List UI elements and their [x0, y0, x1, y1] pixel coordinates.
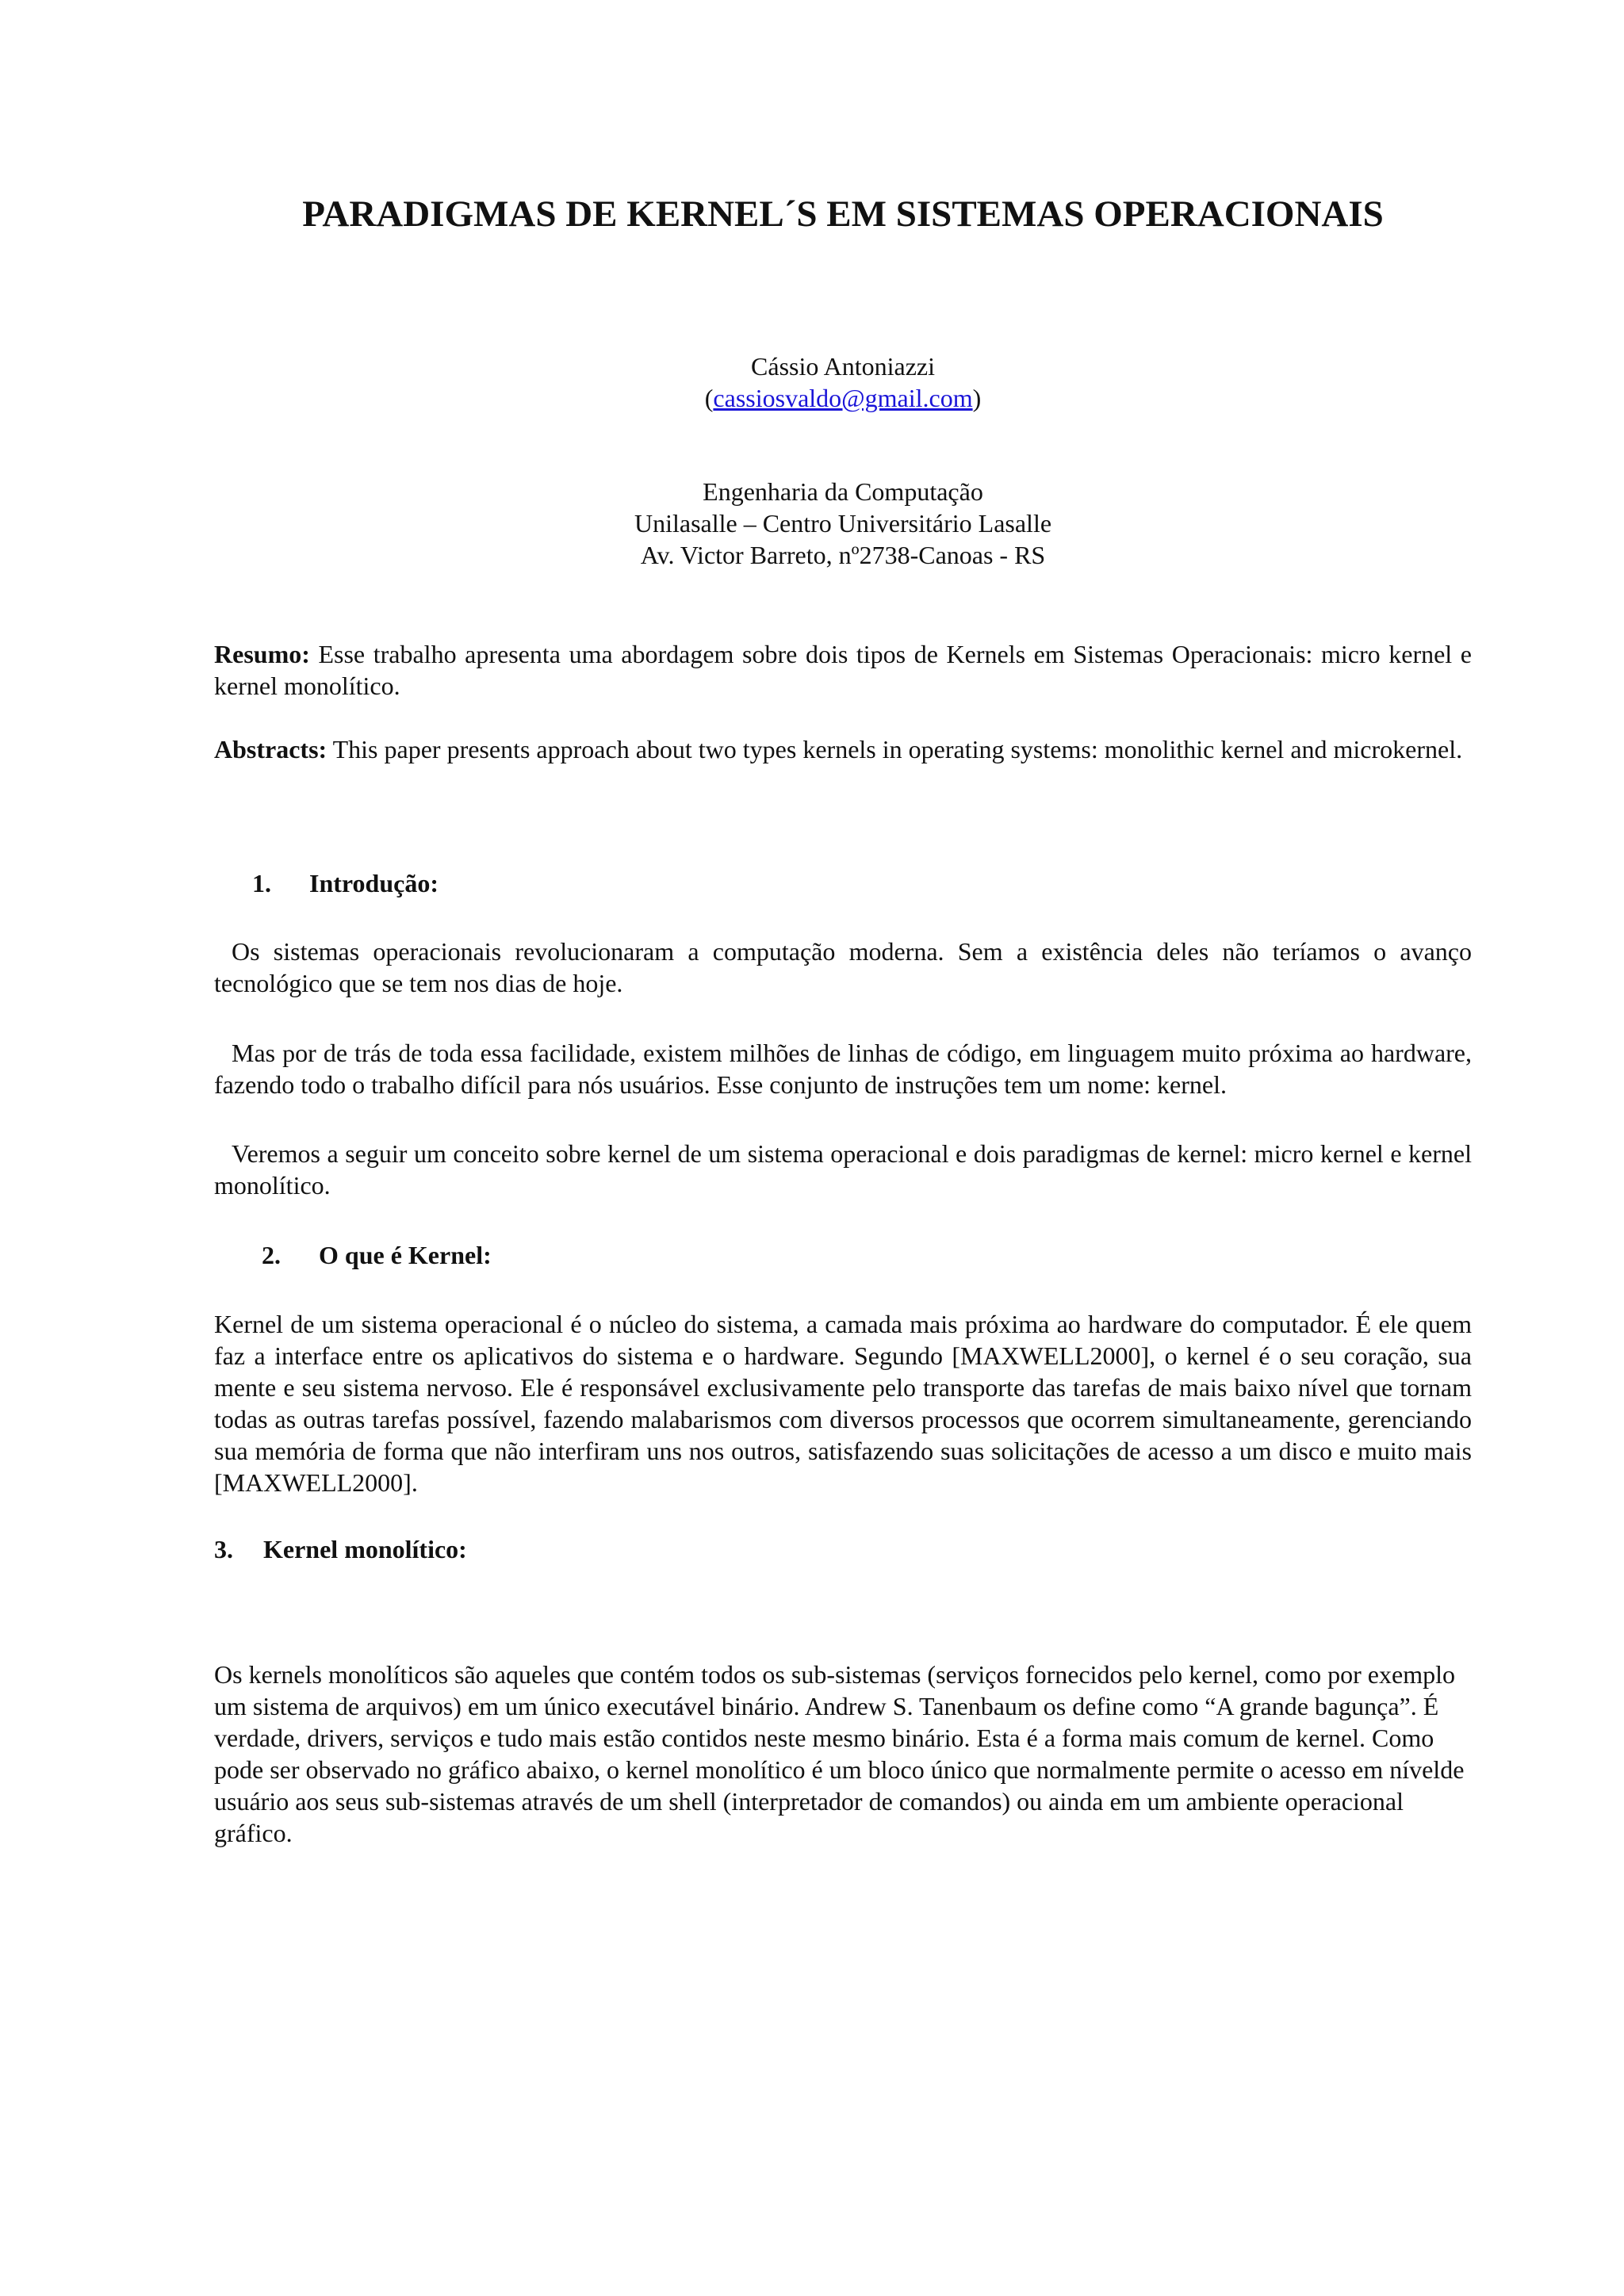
- abstract-label: Abstracts:: [214, 735, 327, 763]
- resumo-text: Esse trabalho apresenta uma abordagem sobre dois tipos de Kernels em Sistemas Operacionais: micro kernel e kernel monolítico.: [214, 640, 1472, 700]
- author-email-line: [214, 382, 1472, 414]
- author-name: Cássio Antoniazzi: [751, 352, 935, 381]
- resumo-label: Resumo:: [214, 640, 310, 668]
- affiliation-address: Av. Victor Barreto, nº2738-Canoas - RS: [640, 541, 1046, 569]
- section-1-number: 1.: [252, 869, 271, 897]
- monolithic-paragraph: Os kernels monolíticos são aqueles que contém todos os sub-sistemas (serviços fornecidos pelo kernel, como por exemplo um sistema de arquivos) em um único executável binário. Andrew S. Tanenbaum os define como “A grande bagunça”. É verdade, drivers, serviços e tudo mais estão contidos neste mesmo binário. Esta é a forma mais comum de kernel. Como pode ser observado no gráfico abaixo, o kernel monolítico é um bloco único que normalmente permite o acesso em nívelde usuário aos seus sub-sistemas através de um shell (interpretador de comandos) ou ainda em um ambiente operacional gráfico.: [214, 1660, 1465, 1847]
- intro-paragraph-1: Os sistemas operacionais revolucionaram a computação moderna. Sem a existência deles não teríamos o avanço tecnológico que se tem nos dias de hoje.: [214, 937, 1472, 997]
- author-block: [214, 350, 1472, 414]
- email-open-paren: (: [704, 384, 714, 412]
- author-email-link[interactable]: cassiosvaldo@gmail.com: [713, 384, 973, 412]
- section-2-number: 2.: [262, 1241, 281, 1269]
- affiliation-block: [214, 476, 1472, 571]
- resumo-paragraph: [214, 638, 1472, 702]
- section-3-title: Kernel monolítico:: [263, 1535, 467, 1563]
- intro-paragraph-3: Veremos a seguir um conceito sobre kernel de um sistema operacional e dois paradigmas de kernel: micro kernel e kernel monolítico.: [214, 1139, 1472, 1200]
- kernel-definition-paragraph: Kernel de um sistema operacional é o núcleo do sistema, a camada mais próxima ao hardware do computador. É ele quem faz a interface entre os aplicativos do sistema e o hardware. Segundo [MAXWELL2000], o kernel é o seu coração, sua mente e seu sistema nervoso. Ele é responsável exclusivamente pelo transporte das tarefas de mais baixo nível que tornam todas as outras tarefas possível, fazendo malabarismos com diversos processos que ocorrem simultaneamente, gerenciando sua memória de forma que não interfiram uns nos outros, satisfazendo suas solicitações de acesso a um disco e muito mais [MAXWELL2000].: [214, 1310, 1472, 1497]
- affiliation-institution: Unilasalle – Centro Universitário Lasalle: [634, 509, 1052, 538]
- email-close-paren: ): [972, 384, 982, 412]
- intro-paragraph-2: Mas por de trás de toda essa facilidade, existem milhões de linhas de código, em linguagem muito próxima ao hardware, fazendo todo o trabalho difícil para nós usuários. Esse conjunto de instruções tem um nome: kernel.: [214, 1039, 1472, 1099]
- abstract-text: This paper presents approach about two types kernels in operating systems: monolithic kernel and microkernel.: [327, 735, 1463, 763]
- section-1-heading: [252, 867, 439, 899]
- section-3-heading: [214, 1533, 467, 1565]
- section-2-heading: [262, 1239, 492, 1271]
- abstract-paragraph: [214, 733, 1472, 765]
- section-2-title: O que é Kernel:: [319, 1241, 492, 1269]
- section-3-number: 3.: [214, 1535, 233, 1563]
- section-1-title: Introdução:: [309, 869, 439, 897]
- affiliation-department: Engenharia da Computação: [703, 477, 983, 506]
- paper-title: PARADIGMAS DE KERNEL´S EM SISTEMAS OPERACIONAIS: [302, 193, 1384, 235]
